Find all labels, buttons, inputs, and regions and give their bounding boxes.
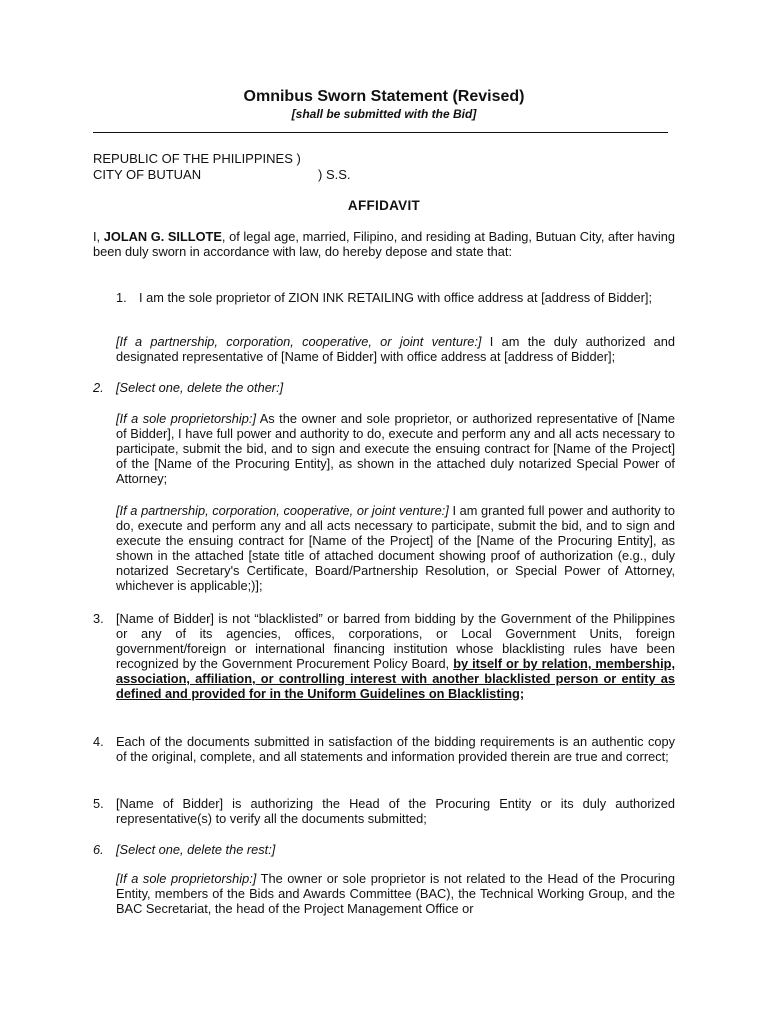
- item-4-text: Each of the documents submitted in satisfaction of the bidding requirements is an authentic copy of the original, complete, and all statements and information provided therein are true and correct;: [116, 734, 675, 764]
- document-title: Omnibus Sworn Statement (Revised): [243, 88, 525, 105]
- affidavit-heading: AFFIDAVIT: [347, 198, 421, 213]
- item-4-number: 4.: [93, 734, 104, 749]
- item-5-number: 5.: [93, 796, 104, 811]
- item-1-number: 1.: [116, 290, 127, 305]
- item-3-emphasis: by itself or by relation, membership, association, affiliation, or controlling interest with another blacklisted person or entity as defined and provided for in the Uniform Guidelines on Blacklisting;: [116, 656, 676, 701]
- venue-ss: ) S.S.: [318, 167, 351, 182]
- header-rule: [93, 132, 668, 133]
- item-5-text: [Name of Bidder] is authorizing the Head of the Procuring Entity or its duly authorized representative(s) to verify all the documents submitted;: [116, 796, 675, 826]
- intro-paragraph: [93, 229, 675, 259]
- item-3-text: [116, 611, 675, 701]
- item-1-alt-condition: [If a partnership, corporation, cooperative, or joint venture:]: [116, 334, 482, 349]
- item-1-alt-text: I am the duly authorized and designated representative of [Name of Bidder] with office address at [address of Bidder];: [116, 334, 675, 364]
- item-3-number: 3.: [93, 611, 104, 626]
- item-2-option-a: [116, 411, 675, 486]
- item-6-option-a: [116, 871, 675, 916]
- item-2-b-text: I am granted full power and authority to do, execute and perform any and all acts necessary to participate, submit the bid, and to sign and execute the ensuing contract for [Name of the Project] of the [Name of the Procuring Entity], as shown in the attached [state title of attached document showing proof of authorization (e.g., duly notarized Secretary's Certificate, Board/Partnership Resolution, or Special Power of Attorney, whichever is applicable;)];: [116, 503, 675, 593]
- item-2-number: 2.: [93, 380, 104, 395]
- item-2-a-text: As the owner and sole proprietor, or authorized representative of [Name of Bidder], I have full power and authority to do, execute and perform any and all acts necessary to participate, submit the bid, and to sign and execute the ensuing contract for [Name of the Project] of the [Name of the Procuring Entity], as shown in the attached duly notarized Special Power of Attorney;: [116, 411, 675, 486]
- affiant-name: JOLAN G. SILLOTE: [103, 229, 222, 244]
- intro-rest: , of legal age, married, Filipino, and residing at Bading, Butuan City, after having been duly sworn in accordance with law, do hereby depose and state that:: [93, 229, 676, 259]
- item-3-body: [Name of Bidder] is not “blacklisted” or barred from bidding by the Government of the Philippines or any of its agencies, offices, corporations, or Local Government Units, foreign government/foreign or international financing institution whose blacklisting rules have been recognized by the Government Procurement Policy Board,: [116, 611, 675, 671]
- venue-line-city: CITY OF BUTUAN: [93, 167, 202, 182]
- item-2-option-b: [116, 503, 675, 593]
- item-6-a-text: The owner or sole proprietor is not related to the Head of the Procuring Entity, members of the Bids and Awards Committee (BAC), the Technical Working Group, and the BAC Secretariat, the head of the Project Management Office or: [116, 871, 676, 916]
- item-2-a-condition: [If a sole proprietorship:]: [116, 411, 256, 426]
- item-1-text: I am the sole proprietor of ZION INK RETAILING with office address at [address of Bidder];: [139, 290, 653, 305]
- venue-line-republic: REPUBLIC OF THE PHILIPPINES ): [93, 151, 301, 166]
- intro-prefix: I,: [93, 229, 104, 244]
- item-1-alternative: [116, 334, 675, 364]
- document-subtitle: [shall be submitted with the Bid]: [291, 107, 477, 121]
- item-6-a-condition: [If a sole proprietorship:]: [116, 871, 257, 886]
- item-6-select-note: [Select one, delete the rest:]: [116, 842, 276, 857]
- item-6-number: 6.: [93, 842, 104, 857]
- item-2-select-note: [Select one, delete the other:]: [116, 380, 284, 395]
- item-2-b-condition: [If a partnership, corporation, cooperative, or joint venture:]: [116, 503, 449, 518]
